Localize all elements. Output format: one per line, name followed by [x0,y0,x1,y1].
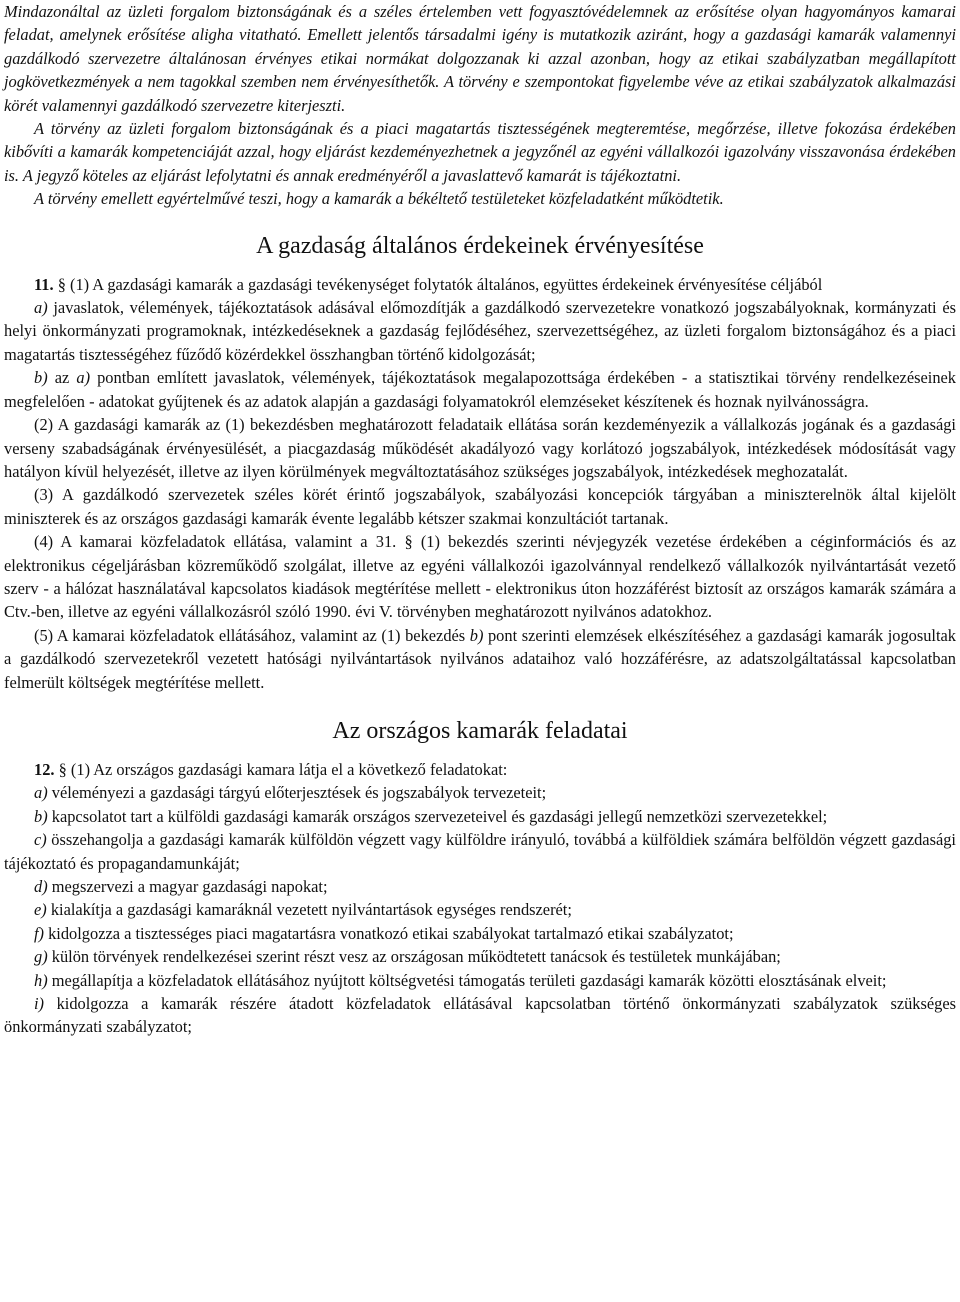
point-b [4,366,956,413]
point-text: kidolgozza a kamarák részére átadott közfeladatok ellátásával kapcsolatban történő önkormányzati szabályzatok szükséges önkormányzati szabályzatot; [4,994,956,1037]
point-reference: a) [76,368,91,388]
point-label: a) [34,783,48,803]
point-text: pontban említett javaslatok, vélemények, tájékoztatások megalapozottsága érdekében - a statisztikai törvény rendelkezéseinek megfelelően - adatokat gyűjtenek és az adatok alapján a gazdasági folyamatokról elemzéseket készítenek és hoznak nyilvánosságra. [4,368,956,411]
intro-text: Mindazonáltal az üzleti forgalom biztonságának és a széles értelemben vett fogyasztóvédelemnek az erősítése olyan hagyományos kamarai feladat, amelynek erősítése aligha vitatható. [4,2,956,45]
section-sign: § [57,274,66,294]
point-text: megszervezi a magyar gazdasági napokat; [47,877,328,896]
paragraph-11-3: (3) A gazdálkodó szervezetek széles körét érintő jogszabályok, szabályozási koncepciók tárgyában a miniszterelnök által kijelölt miniszterek és az országos gazdasági kamarák évente legalább kétszer szakmai konzultációt tartanak. [4,485,956,528]
intro-text: A jegyző köteles az eljárást lefolytatni és annak eredményéről a javaslattevő kamarát is tájékoztatni. [22,165,682,185]
paragraph-11-4: (4) A kamarai közfeladatok ellátása, valamint a 31. § (1) bekezdés szerinti névjegyzék vezetése érdekében a céginformációs és az elektronikus cégeljárásban közreműködő szolgálat, illetve az egyéni vállalkozói igazolvánnyal rendelkező vállalkozók nyilvántartását vezető szerv - a hálózat használatával kapcsolatos kiadások megtérítése mellett - elektronikus úton hozzáférést biztosít az országos kamarák számára a Ctv.-ben, illetve az egyéni vállalkozásról szóló 1990. évi V. törvényben meghatározott nyilvános adatokhoz. [4,532,956,622]
point-label: h) [34,970,48,990]
list-item [4,922,956,945]
section-heading: A gazdaság általános érdekeinek érvényesítése [256,232,704,259]
point-label: e) [34,900,47,920]
point-text: összehangolja a gazdasági kamarák külföldön végzett vagy külföldre irányuló, továbbá a külföldiek számára belföldön végzett gazdasági tájékoztató és propagandamunkáját; [4,830,956,873]
point-a [4,296,956,366]
point-reference: b) [469,625,484,645]
point-text: véleményezi a gazdasági tárgyú előterjesztések és jogszabályok tervezeteit; [47,783,547,803]
paragraph-11-2: (2) A gazdasági kamarák az (1) bekezdésben meghatározott feladataik ellátása során kezdeményezik a vállalkozás jogának és a gazdasági verseny szabadságának érvényesülését, a piacgazdaság működését akadályozó vagy korlátozó jogszabályok, intézkedések módosítását vagy hatályon kívül helyezését, illetve az ilyen körülmények megváltoztatásához szükséges jogszabályok, intézkedések meghozatalát. [4,415,956,481]
intro-paragraph-2 [4,117,956,187]
point-label: i) [34,994,45,1014]
list-item [4,828,956,875]
list-item [4,805,956,828]
section-sign: § [58,759,67,779]
list-item [4,898,956,921]
list-item [4,781,956,804]
intro-text: A törvény az üzleti forgalom biztonságának és a piaci magatartás tisztességének megteremtése, megőrzése, illetve fokozása érdekében kibővíti a kamarák kompetenciáját azzal, hogy eljárást kezdeményezhetnek a jegyzőnél az egyéni vállalkozói igazolvány visszavonása érdekében is. [4,119,956,185]
list-item [4,945,956,968]
point-text: külön törvények rendelkezései szerint részt vesz az országosan működtetett tanácsok és testületek munkájában; [47,947,781,967]
paragraph-12-1 [4,758,956,781]
list-item [4,992,956,1039]
paragraph-number: 11. [34,274,54,294]
point-label: g) [34,947,48,967]
paragraph-text: (1) Az országos gazdasági kamara látja el a következő feladatokat: [66,759,508,779]
point-label: d) [34,877,48,896]
point-text: kialakítja a gazdasági kamaráknál vezetett nyilvántartások egységes rendszerét; [46,900,572,920]
point-label: f) [34,923,45,943]
paragraph-number: 12. [34,759,55,779]
point-text: kapcsolatot tart a külföldi gazdasági kamarák országos szervezeteivel és gazdasági jellegű nemzetközi szervezetekkel; [47,806,828,826]
intro-text: Emellett jelentős társadalmi igény is mutatkozik aziránt, hogy a gazdasági kamarák valamennyi gazdálkodó szervezetre általánosan érvényes etikai normákat dolgozzanak ki azzal azonban, hogy az etikai szabályzatban megállapított jogkövetkezmények a nem tagokkal szemben nem érvényesíthetők. A törvény e szempontokat figyelembe véve az etikai szabályzatok alkalmazási körét valamennyi gazdálkodó szervezetre kiterjeszti. [4,25,956,115]
paragraph-text: pont szerinti elemzések elkészítéséhez a gazdasági kamarák jogosultak a gazdálkodó szervezetekről vezetett hatósági nyilvántartások nyilvános adataihoz való hozzáférésre, az adatszolgáltatással kapcsolatban felmerült költségek megtérítése mellett. [4,625,957,692]
point-label: c) [34,830,47,850]
point-label: b) [34,368,48,388]
paragraph-text: (1) A gazdasági kamarák a gazdasági tevékenységet folytatók általános, együttes érdekeinek érvényesítése céljából [65,274,823,294]
list-item [4,969,956,992]
point-text: kidolgozza a tisztességes piaci magatartásra vonatkozó etikai szabályokat tartalmazó etikai szabályzatot; [44,923,734,943]
intro-paragraph-3: A törvény emellett egyértelművé teszi, hogy a kamarák a békéltető testületeket közfeladatként működtetik. [34,189,724,209]
section-heading: Az országos kamarák feladatai [332,717,628,744]
list-item [4,875,956,898]
point-label: b) [34,806,48,826]
point-label: a) [34,298,48,318]
point-text: megállapítja a közfeladatok ellátásához nyújtott költségvetési támogatás területi gazdasági kamarák közötti elosztásának elveit; [47,970,887,990]
point-text: javaslatok, vélemények, tájékoztatások adásával előmozdítják a gazdálkodó szervezetekre vonatkozó jogszabályoknak, kormányzati és helyi önkormányzati programoknak, intézkedéseknek a gazdaság fejlődéséhez, szervezettségéhez, az üzleti forgalom biztonságához és a piaci magatartás tisztességéhez fűződő közérdekkel összhangban történő kidolgozását; [4,298,956,364]
paragraph-text: (5) A kamarai közfeladatok ellátásához, valamint az (1) bekezdés [34,625,470,645]
intro-paragraph-1 [4,0,956,117]
paragraph-11-5 [4,624,956,694]
point-text: az [47,368,77,388]
paragraph-11-1 [4,273,956,296]
